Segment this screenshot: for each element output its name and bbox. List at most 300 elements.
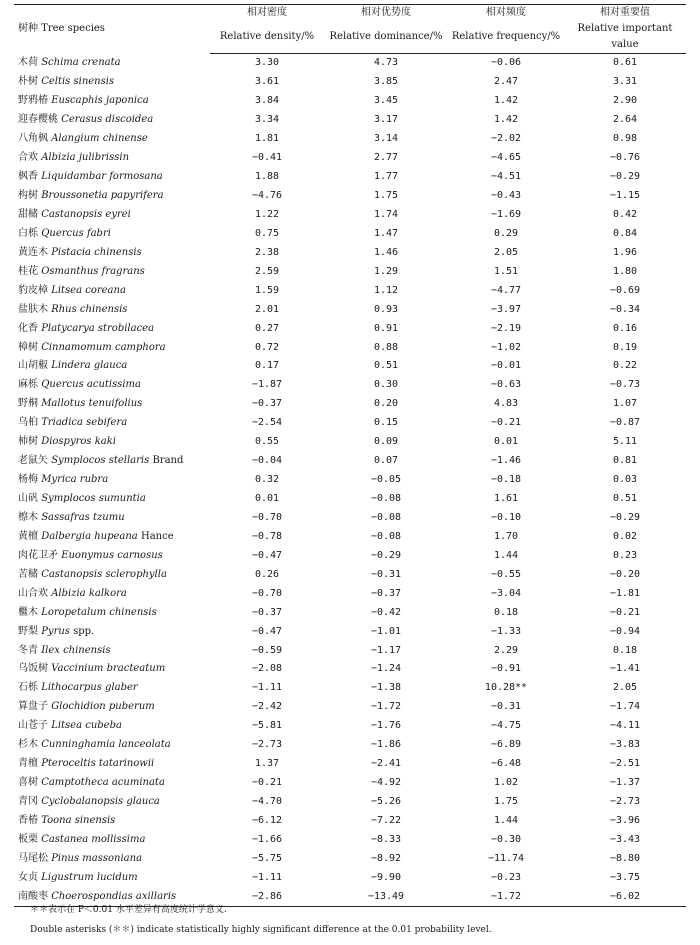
dominance-cell: 0.51 bbox=[373, 360, 399, 372]
species-name-cell bbox=[14, 755, 210, 774]
species-scientific-name: Albizia kalkora bbox=[51, 587, 127, 599]
frequency-cell: −0.30 bbox=[490, 833, 522, 845]
frequency-cell: 1.44 bbox=[493, 814, 519, 826]
density-cell: 1.22 bbox=[254, 208, 280, 220]
frequency-cell: −1.02 bbox=[490, 341, 522, 353]
species-name-cell bbox=[14, 546, 210, 565]
header-dominance-en: Relative dominance/% bbox=[324, 21, 448, 54]
frequency-cell: 1.44 bbox=[493, 549, 519, 561]
dominance-cell: −8.33 bbox=[370, 833, 402, 845]
table-row bbox=[14, 376, 686, 395]
importance-cell: 1.80 bbox=[612, 265, 638, 277]
importance-cell: −2.51 bbox=[609, 758, 641, 770]
species-chinese-name: 石栎 bbox=[18, 682, 38, 694]
species-name-cell bbox=[14, 433, 210, 452]
density-cell: −0.78 bbox=[251, 530, 283, 542]
importance-cell: −0.69 bbox=[609, 284, 641, 296]
species-scientific-name: Loropetalum chinensis bbox=[41, 606, 157, 618]
species-name-cell bbox=[14, 793, 210, 812]
species-name-cell bbox=[14, 149, 210, 168]
density-cell: −0.59 bbox=[251, 644, 283, 656]
species-scientific-name: Litsea cubeba bbox=[51, 720, 122, 732]
frequency-cell: −0.63 bbox=[490, 379, 522, 391]
species-name-cell bbox=[14, 868, 210, 887]
importance-cell: −6.02 bbox=[564, 887, 686, 906]
species-chinese-name: 黄连木 bbox=[18, 246, 48, 258]
dominance-cell: 0.88 bbox=[373, 341, 399, 353]
species-chinese-name: 板栗 bbox=[18, 833, 38, 845]
density-cell: −4.76 bbox=[251, 190, 283, 202]
frequency-cell: −4.75 bbox=[490, 720, 522, 732]
species-name-cell bbox=[14, 300, 210, 319]
frequency-cell: −1.46 bbox=[490, 455, 522, 467]
header-frequency-zh: 相对频度 bbox=[448, 5, 564, 22]
importance-cell: 2.90 bbox=[612, 95, 638, 107]
species-name-cell bbox=[14, 92, 210, 111]
species-authority: Brand bbox=[152, 455, 184, 467]
table-row bbox=[14, 281, 686, 300]
density-cell: −0.70 bbox=[251, 511, 283, 523]
species-chinese-name: 野梨 bbox=[18, 625, 38, 637]
density-cell: −0.41 bbox=[251, 152, 283, 164]
species-chinese-name: 肉花卫矛 bbox=[18, 549, 58, 561]
species-chinese-name: 甜槠 bbox=[18, 208, 38, 220]
species-chinese-name: 算盘子 bbox=[18, 701, 48, 713]
frequency-cell: 0.01 bbox=[493, 436, 519, 448]
frequency-cell: −0.55 bbox=[490, 568, 522, 580]
dominance-cell: 4.73 bbox=[373, 57, 399, 69]
dominance-cell: −0.37 bbox=[370, 587, 402, 599]
species-name-cell bbox=[14, 206, 210, 225]
dominance-cell: −0.08 bbox=[370, 493, 402, 505]
species-scientific-name: Quercus acutissima bbox=[41, 379, 142, 391]
species-scientific-name: Rhus chinensis bbox=[51, 303, 128, 315]
table-row bbox=[14, 868, 686, 887]
density-cell: 3.34 bbox=[254, 114, 280, 126]
importance-cell: −3.75 bbox=[609, 871, 641, 883]
table-row bbox=[14, 452, 686, 471]
species-scientific-name: Broussonetia papyrifera bbox=[41, 190, 164, 202]
table-header bbox=[14, 5, 686, 54]
table-row bbox=[14, 641, 686, 660]
species-chinese-name: 山胡椒 bbox=[18, 360, 48, 372]
species-chinese-name: 枫香 bbox=[18, 171, 38, 183]
species-scientific-name: Triadica sebifera bbox=[41, 417, 128, 429]
species-scientific-name: Castanopsis eyrei bbox=[41, 208, 131, 220]
density-cell: 3.84 bbox=[254, 95, 280, 107]
table-row bbox=[14, 546, 686, 565]
importance-cell: −8.80 bbox=[609, 852, 641, 864]
header-species: 树种 Tree species bbox=[14, 5, 210, 54]
dominance-cell: −8.92 bbox=[370, 852, 402, 864]
table-row bbox=[14, 490, 686, 509]
species-name-cell bbox=[14, 774, 210, 793]
dominance-cell: −2.41 bbox=[370, 758, 402, 770]
species-authority: spp. bbox=[73, 625, 95, 637]
density-cell: −1.66 bbox=[251, 833, 283, 845]
importance-cell: −2.73 bbox=[609, 796, 641, 808]
table-row bbox=[14, 187, 686, 206]
frequency-cell: −0.10 bbox=[490, 511, 522, 523]
dominance-cell: 0.09 bbox=[373, 436, 399, 448]
importance-cell: 5.11 bbox=[612, 436, 638, 448]
table-row bbox=[14, 849, 686, 868]
species-chinese-name: 构树 bbox=[18, 190, 38, 202]
importance-cell: −3.83 bbox=[609, 739, 641, 751]
density-cell: 1.59 bbox=[254, 284, 280, 296]
importance-cell: −0.34 bbox=[609, 303, 641, 315]
species-scientific-name: Platycarya strobilacea bbox=[41, 322, 155, 334]
species-chinese-name: 杉木 bbox=[18, 739, 38, 751]
table-row bbox=[14, 149, 686, 168]
importance-cell: 0.42 bbox=[612, 208, 638, 220]
dominance-cell: 3.17 bbox=[373, 114, 399, 126]
dominance-cell: −5.26 bbox=[370, 796, 402, 808]
species-name-cell bbox=[14, 622, 210, 641]
species-name-cell bbox=[14, 54, 210, 73]
species-name-cell bbox=[14, 357, 210, 376]
frequency-cell: −1.72 bbox=[448, 887, 564, 906]
importance-cell: −1.37 bbox=[609, 777, 641, 789]
dominance-cell: 0.15 bbox=[373, 417, 399, 429]
frequency-cell: −0.18 bbox=[490, 474, 522, 486]
density-cell: 0.01 bbox=[254, 493, 280, 505]
table-row bbox=[14, 509, 686, 528]
frequency-cell: −0.01 bbox=[490, 360, 522, 372]
dominance-cell: 3.45 bbox=[373, 95, 399, 107]
species-name-cell bbox=[14, 584, 210, 603]
species-scientific-name: Cyclobalanopsis glauca bbox=[41, 796, 160, 808]
density-cell: −0.37 bbox=[251, 606, 283, 618]
species-chinese-name: 冬青 bbox=[18, 644, 38, 656]
species-scientific-name: Dalbergia hupeana bbox=[41, 530, 138, 542]
density-cell: 0.26 bbox=[254, 568, 280, 580]
species-chinese-name: 白栎 bbox=[18, 227, 38, 239]
species-name-cell bbox=[14, 527, 210, 546]
frequency-cell: 1.42 bbox=[493, 95, 519, 107]
density-cell: −0.70 bbox=[251, 587, 283, 599]
density-cell: −0.47 bbox=[251, 625, 283, 637]
frequency-cell: −1.69 bbox=[490, 208, 522, 220]
dominance-cell: −1.24 bbox=[370, 663, 402, 675]
table-row bbox=[14, 584, 686, 603]
frequency-cell: −1.33 bbox=[490, 625, 522, 637]
species-name-cell bbox=[14, 187, 210, 206]
species-scientific-name: Cunninghamia lanceolata bbox=[41, 739, 171, 751]
importance-cell: 3.31 bbox=[612, 76, 638, 88]
species-chinese-name: 野鸦椿 bbox=[18, 95, 48, 107]
density-cell: −2.73 bbox=[251, 739, 283, 751]
dominance-cell: −0.08 bbox=[370, 530, 402, 542]
density-cell: 1.88 bbox=[254, 171, 280, 183]
density-cell: −2.08 bbox=[251, 663, 283, 675]
species-name-cell bbox=[14, 849, 210, 868]
species-chinese-name: 桂花 bbox=[18, 265, 38, 277]
species-name-cell bbox=[14, 452, 210, 471]
species-scientific-name: Quercus fabri bbox=[41, 227, 111, 239]
species-chinese-name: 女贞 bbox=[18, 871, 38, 883]
dominance-cell: −0.08 bbox=[370, 511, 402, 523]
importance-cell: −3.96 bbox=[609, 814, 641, 826]
importance-cell: −0.87 bbox=[609, 417, 641, 429]
species-scientific-name: Lithocarpus glaber bbox=[41, 682, 138, 694]
importance-cell: −1.41 bbox=[609, 663, 641, 675]
species-chinese-name: 檫木 bbox=[18, 511, 38, 523]
density-cell: −0.47 bbox=[251, 549, 283, 561]
species-name-cell bbox=[14, 717, 210, 736]
frequency-cell: −6.89 bbox=[490, 739, 522, 751]
dominance-cell: −1.17 bbox=[370, 644, 402, 656]
dominance-cell: 1.75 bbox=[373, 190, 399, 202]
frequency-cell: −0.21 bbox=[490, 417, 522, 429]
density-cell: −1.11 bbox=[251, 682, 283, 694]
dominance-cell: −1.38 bbox=[370, 682, 402, 694]
species-chinese-name: 马尾松 bbox=[18, 852, 48, 864]
dominance-cell: −0.42 bbox=[370, 606, 402, 618]
table-row bbox=[14, 54, 686, 73]
species-scientific-name: Cerasus discoidea bbox=[61, 114, 154, 126]
density-cell: 1.81 bbox=[254, 133, 280, 145]
density-cell: −0.37 bbox=[251, 398, 283, 410]
species-scientific-name: Camptotheca acuminata bbox=[41, 777, 165, 789]
species-chinese-name: 麻栎 bbox=[18, 379, 38, 391]
dominance-cell: −0.05 bbox=[370, 474, 402, 486]
species-chinese-name: 苦槠 bbox=[18, 568, 38, 580]
frequency-cell: −3.04 bbox=[490, 587, 522, 599]
table-row bbox=[14, 471, 686, 490]
species-scientific-name: Albizia julibrissin bbox=[41, 152, 130, 164]
importance-cell: 2.64 bbox=[612, 114, 638, 126]
density-cell: 3.30 bbox=[254, 57, 280, 69]
dominance-cell: 1.46 bbox=[373, 246, 399, 258]
species-scientific-name: Mallotus tenuifolius bbox=[41, 398, 143, 410]
species-chinese-name: 野桐 bbox=[18, 398, 38, 410]
importance-cell: −0.76 bbox=[609, 152, 641, 164]
frequency-cell: 1.42 bbox=[493, 114, 519, 126]
dominance-cell: −4.92 bbox=[370, 777, 402, 789]
species-name-cell bbox=[14, 395, 210, 414]
importance-cell: 0.84 bbox=[612, 227, 638, 239]
importance-cell: 0.23 bbox=[612, 549, 638, 561]
frequency-cell: −2.02 bbox=[490, 133, 522, 145]
density-cell: 2.59 bbox=[254, 265, 280, 277]
species-name-cell bbox=[14, 679, 210, 698]
importance-cell: 0.19 bbox=[612, 341, 638, 353]
frequency-cell: −0.31 bbox=[490, 701, 522, 713]
species-chinese-name: 柿树 bbox=[18, 436, 38, 448]
table-row bbox=[14, 300, 686, 319]
table-row bbox=[14, 206, 686, 225]
frequency-cell: −0.91 bbox=[490, 663, 522, 675]
species-name-cell bbox=[14, 243, 210, 262]
species-scientific-name: Pyrus bbox=[41, 625, 70, 637]
frequency-cell: −3.97 bbox=[490, 303, 522, 315]
table-row bbox=[14, 433, 686, 452]
species-name-cell bbox=[14, 660, 210, 679]
species-scientific-name: Cinnamomum camphora bbox=[41, 341, 166, 353]
species-chinese-name: 喜树 bbox=[18, 777, 38, 789]
importance-cell: 0.51 bbox=[612, 493, 638, 505]
dominance-cell: 0.07 bbox=[373, 455, 399, 467]
species-scientific-name: Liquidambar formosana bbox=[41, 171, 163, 183]
table-row bbox=[14, 243, 686, 262]
species-chinese-name: 盐肤木 bbox=[18, 303, 48, 315]
species-scientific-name: Pinus massoniana bbox=[51, 852, 143, 864]
species-chinese-name: 青檀 bbox=[18, 758, 38, 770]
note-chinese: ＊＊表示在 P＜0.01 水平差异有高度统计学意义. bbox=[30, 905, 227, 915]
species-authority: Hance bbox=[140, 530, 174, 542]
frequency-cell: 4.83 bbox=[493, 398, 519, 410]
species-name-cell bbox=[14, 281, 210, 300]
species-name-cell bbox=[14, 111, 210, 130]
species-table bbox=[14, 4, 686, 907]
frequency-cell: −11.74 bbox=[487, 852, 525, 864]
importance-cell: −1.81 bbox=[609, 587, 641, 599]
importance-cell: −0.73 bbox=[609, 379, 641, 391]
table-row bbox=[14, 622, 686, 641]
species-chinese-name: 化香 bbox=[18, 322, 38, 334]
species-scientific-name: Celtis sinensis bbox=[41, 76, 115, 88]
table-row bbox=[14, 698, 686, 717]
density-cell: 2.01 bbox=[254, 303, 280, 315]
species-chinese-name: 樟树 bbox=[18, 341, 38, 353]
density-cell: −5.81 bbox=[251, 720, 283, 732]
table-notes bbox=[30, 900, 680, 940]
frequency-cell: 2.47 bbox=[493, 76, 519, 88]
table-row bbox=[14, 168, 686, 187]
frequency-cell: 10.28** bbox=[484, 682, 528, 694]
frequency-cell: 2.05 bbox=[493, 246, 519, 258]
table-row bbox=[14, 603, 686, 622]
density-cell: −0.21 bbox=[251, 777, 283, 789]
frequency-cell: −0.43 bbox=[490, 190, 522, 202]
header-frequency-en: Relative frequency/% bbox=[448, 21, 564, 54]
table-row bbox=[14, 565, 686, 584]
dominance-cell: −9.90 bbox=[370, 871, 402, 883]
density-cell: 0.32 bbox=[254, 474, 280, 486]
species-scientific-name: Litsea coreana bbox=[51, 284, 126, 296]
table-row bbox=[14, 73, 686, 92]
species-chinese-name: 山苍子 bbox=[18, 720, 48, 732]
species-chinese-name: 南酸枣 bbox=[18, 890, 48, 902]
dominance-cell: 1.77 bbox=[373, 171, 399, 183]
importance-cell: −3.43 bbox=[609, 833, 641, 845]
species-chinese-name: 老鼠矢 bbox=[18, 455, 48, 467]
density-cell: −2.54 bbox=[251, 417, 283, 429]
density-cell: −1.87 bbox=[251, 379, 283, 391]
dominance-cell: −1.72 bbox=[370, 701, 402, 713]
species-scientific-name: Schima crenata bbox=[41, 57, 121, 69]
species-name-cell bbox=[14, 641, 210, 660]
dominance-cell: −0.29 bbox=[370, 549, 402, 561]
species-name-cell bbox=[14, 490, 210, 509]
species-name-cell bbox=[14, 471, 210, 490]
importance-cell: −0.20 bbox=[609, 568, 641, 580]
density-cell: −4.70 bbox=[251, 796, 283, 808]
dominance-cell: 0.93 bbox=[373, 303, 399, 315]
table-row bbox=[14, 130, 686, 149]
table-row bbox=[14, 812, 686, 831]
species-name-cell bbox=[14, 376, 210, 395]
frequency-cell: −0.06 bbox=[490, 57, 522, 69]
frequency-cell: 1.75 bbox=[493, 796, 519, 808]
species-scientific-name: Vaccinium bracteatum bbox=[51, 663, 166, 675]
species-chinese-name: 青冈 bbox=[18, 796, 38, 808]
species-chinese-name: 豹皮樟 bbox=[18, 284, 48, 296]
table-row bbox=[14, 262, 686, 281]
frequency-cell: −0.23 bbox=[490, 871, 522, 883]
table-row bbox=[14, 414, 686, 433]
frequency-cell: −4.51 bbox=[490, 171, 522, 183]
importance-cell: −0.29 bbox=[609, 511, 641, 523]
density-cell: −1.11 bbox=[251, 871, 283, 883]
importance-cell: −1.74 bbox=[609, 701, 641, 713]
header-importance-zh: 相对重要值 bbox=[564, 5, 686, 22]
table-body bbox=[14, 54, 686, 907]
dominance-cell: 0.20 bbox=[373, 398, 399, 410]
species-scientific-name: Euscaphis japonica bbox=[51, 95, 149, 107]
dominance-cell: −1.01 bbox=[370, 625, 402, 637]
density-cell: −0.04 bbox=[251, 455, 283, 467]
density-cell: 0.17 bbox=[254, 360, 280, 372]
dominance-cell: 2.77 bbox=[373, 152, 399, 164]
species-chinese-name: 檵木 bbox=[18, 606, 38, 618]
note-english: Double asterisks (＊＊) indicate statistically highly significant difference at the 0.01 probability level. bbox=[30, 925, 492, 935]
species-name-cell bbox=[14, 224, 210, 243]
table-row bbox=[14, 111, 686, 130]
importance-cell: 0.16 bbox=[612, 322, 638, 334]
frequency-cell: −6.48 bbox=[490, 758, 522, 770]
dominance-cell: −1.86 bbox=[370, 739, 402, 751]
dominance-cell: 1.47 bbox=[373, 227, 399, 239]
species-name-cell bbox=[14, 338, 210, 357]
dominance-cell: −1.76 bbox=[370, 720, 402, 732]
species-name-cell bbox=[14, 509, 210, 528]
importance-cell: −1.15 bbox=[609, 190, 641, 202]
table-row bbox=[14, 338, 686, 357]
header-density-zh: 相对密度 bbox=[210, 5, 324, 22]
importance-cell: 0.61 bbox=[612, 57, 638, 69]
species-name-cell bbox=[14, 73, 210, 92]
species-scientific-name: Ilex chinensis bbox=[41, 644, 111, 656]
table-row bbox=[14, 319, 686, 338]
species-chinese-name: 山合欢 bbox=[18, 587, 48, 599]
table-row bbox=[14, 527, 686, 546]
table-row bbox=[14, 679, 686, 698]
table-row bbox=[14, 92, 686, 111]
species-scientific-name: Sassafras tzumu bbox=[41, 511, 125, 523]
frequency-cell: −2.19 bbox=[490, 322, 522, 334]
header-importance-en: Relative important value bbox=[564, 21, 686, 54]
species-scientific-name: Choerospondias axillaris bbox=[51, 890, 177, 902]
dominance-cell: −7.22 bbox=[370, 814, 402, 826]
table-row bbox=[14, 717, 686, 736]
importance-cell: −0.94 bbox=[609, 625, 641, 637]
frequency-cell: 1.51 bbox=[493, 265, 519, 277]
importance-cell: 0.98 bbox=[612, 133, 638, 145]
species-scientific-name: Myrica rubra bbox=[41, 474, 109, 486]
species-chinese-name: 香椿 bbox=[18, 814, 38, 826]
density-cell: −2.42 bbox=[251, 701, 283, 713]
dominance-cell: 3.85 bbox=[373, 76, 399, 88]
density-cell: 0.72 bbox=[254, 341, 280, 353]
dominance-cell: 3.14 bbox=[373, 133, 399, 145]
density-cell: 0.27 bbox=[254, 322, 280, 334]
table-row bbox=[14, 395, 686, 414]
species-name-cell bbox=[14, 130, 210, 149]
dominance-cell: −0.31 bbox=[370, 568, 402, 580]
species-name-cell bbox=[14, 414, 210, 433]
